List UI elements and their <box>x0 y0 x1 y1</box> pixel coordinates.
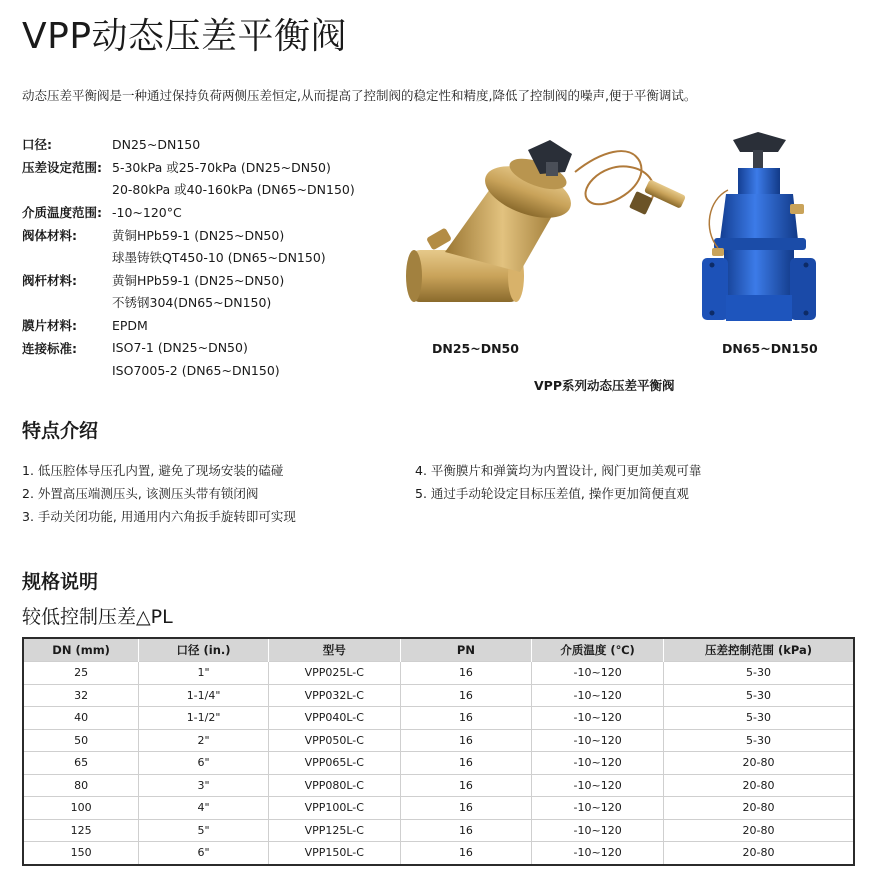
table-cell: -10~120 <box>532 729 664 752</box>
table-cell: -10~120 <box>532 819 664 842</box>
spec-label: 连接标准: <box>22 340 77 356</box>
table-cell: VPP100L-C <box>268 797 400 820</box>
features-heading: 特点介绍 <box>22 420 99 442</box>
features-right-list <box>415 459 701 505</box>
feature-item: 2. 外置高压端测压头, 该测压头带有锁闭阀 <box>22 486 259 501</box>
table-cell: 32 <box>23 684 139 707</box>
table-cell: VPP150L-C <box>268 842 400 865</box>
table-header-cell: 压差控制范围 (kPa) <box>663 638 854 662</box>
table-header-cell: PN <box>400 638 532 662</box>
table-row <box>23 752 854 775</box>
table-cell: 3" <box>139 774 269 797</box>
table-row <box>23 797 854 820</box>
table-cell: 40 <box>23 707 139 730</box>
table-header-row <box>23 638 854 662</box>
large-valve-caption: DN65~DN150 <box>722 341 818 356</box>
spec-value: 黄铜HPb59-1 (DN25~DN50) <box>112 227 285 243</box>
table-cell: -10~120 <box>532 797 664 820</box>
spec-row <box>22 223 355 246</box>
spec-value: EPDM <box>112 317 148 333</box>
spec-row <box>22 133 355 156</box>
table-cell: VPP032L-C <box>268 684 400 707</box>
table-cell: 150 <box>23 842 139 865</box>
spec-label: 口径: <box>22 137 52 153</box>
table-cell: 6" <box>139 842 269 865</box>
spec-row <box>22 156 355 179</box>
table-row <box>23 774 854 797</box>
spec-table <box>22 637 855 866</box>
table-cell: 6" <box>139 752 269 775</box>
table-cell: 20-80 <box>663 819 854 842</box>
brass-valve-image <box>400 132 700 322</box>
spec-value: -10~120°C <box>112 204 182 220</box>
table-cell: 100 <box>23 797 139 820</box>
feature-item: 3. 手动关闭功能, 用通用内六角扳手旋转即可实现 <box>22 509 296 524</box>
table-row <box>23 662 854 685</box>
table-cell: -10~120 <box>532 752 664 775</box>
table-cell: VPP050L-C <box>268 729 400 752</box>
table-cell: 5-30 <box>663 662 854 685</box>
spec-value: DN25~DN150 <box>112 136 201 152</box>
table-cell: 20-80 <box>663 797 854 820</box>
table-cell: 2" <box>139 729 269 752</box>
table-cell: -10~120 <box>532 684 664 707</box>
table-cell: 5-30 <box>663 684 854 707</box>
spec-value: ISO7-1 (DN25~DN50) <box>112 340 248 356</box>
table-row <box>23 707 854 730</box>
small-valve-caption: DN25~DN50 <box>432 341 519 356</box>
spec-list <box>22 133 355 382</box>
table-cell: 20-80 <box>663 752 854 775</box>
table-cell: VPP025L-C <box>268 662 400 685</box>
table-cell: 16 <box>400 729 532 752</box>
spec-heading: 规格说明 <box>22 571 99 593</box>
spec-row <box>22 178 355 201</box>
table-row <box>23 729 854 752</box>
photo-group-caption: VPP系列动态压差平衡阀 <box>534 378 675 393</box>
table-cell: -10~120 <box>532 842 664 865</box>
spec-label: 膜片材料: <box>22 318 77 334</box>
feature-item: 4. 平衡膜片和弹簧均为内置设计, 阀门更加美观可靠 <box>415 463 702 478</box>
table-cell: -10~120 <box>532 662 664 685</box>
spec-label: 阀杆材料: <box>22 272 77 288</box>
table-header-cell: DN (mm) <box>23 638 139 662</box>
table-cell: 20-80 <box>663 842 854 865</box>
table-cell: -10~120 <box>532 774 664 797</box>
table-cell: 25 <box>23 662 139 685</box>
spec-label: 阀体材料: <box>22 227 77 243</box>
spec-row <box>22 269 355 292</box>
table-cell: 5-30 <box>663 707 854 730</box>
spec-value: 20-80kPa 或40-160kPa (DN65~DN150) <box>112 182 355 198</box>
table-cell: 16 <box>400 662 532 685</box>
table-cell: 20-80 <box>663 774 854 797</box>
table-cell: VPP040L-C <box>268 707 400 730</box>
table-cell: 16 <box>400 797 532 820</box>
spec-value: 球墨铸铁QT450-10 (DN65~DN150) <box>112 250 326 266</box>
table-cell: -10~120 <box>532 707 664 730</box>
table-header-cell: 介质温度 (℃) <box>532 638 664 662</box>
table-cell: 4" <box>139 797 269 820</box>
table-cell: 16 <box>400 684 532 707</box>
table-cell: 65 <box>23 752 139 775</box>
table-row <box>23 819 854 842</box>
spec-value: 5-30kPa 或25-70kPa (DN25~DN50) <box>112 159 331 175</box>
table-cell: VPP080L-C <box>268 774 400 797</box>
features-left-list <box>22 459 296 528</box>
table-header-cell: 口径 (in.) <box>139 638 269 662</box>
spec-row <box>22 314 355 337</box>
table-heading: 较低控制压差△PL <box>22 606 173 628</box>
table-cell: 16 <box>400 752 532 775</box>
table-cell: 16 <box>400 842 532 865</box>
spec-value: 不锈钢304(DN65~DN150) <box>112 295 272 311</box>
spec-row <box>22 291 355 314</box>
page-title: VPP动态压差平衡阀 <box>22 16 348 57</box>
spec-value: ISO7005-2 (DN65~DN150) <box>112 362 280 378</box>
spec-row <box>22 246 355 269</box>
table-cell: 5" <box>139 819 269 842</box>
table-cell: 5-30 <box>663 729 854 752</box>
table-cell: 16 <box>400 774 532 797</box>
spec-label: 介质温度范围: <box>22 205 102 221</box>
table-cell: 1-1/4" <box>139 684 269 707</box>
table-row <box>23 842 854 865</box>
spec-row <box>22 201 355 224</box>
spec-row <box>22 359 355 382</box>
table-cell: 1-1/2" <box>139 707 269 730</box>
table-cell: 1" <box>139 662 269 685</box>
blue-valve-image <box>698 130 818 335</box>
table-cell: 125 <box>23 819 139 842</box>
table-cell: VPP125L-C <box>268 819 400 842</box>
table-cell: 50 <box>23 729 139 752</box>
table-cell: 16 <box>400 707 532 730</box>
spec-row <box>22 336 355 359</box>
table-cell: 16 <box>400 819 532 842</box>
feature-item: 1. 低压腔体导压孔内置, 避免了现场安装的磕碰 <box>22 463 284 478</box>
table-header-cell: 型号 <box>268 638 400 662</box>
table-row <box>23 684 854 707</box>
table-cell: 80 <box>23 774 139 797</box>
spec-value: 黄铜HPb59-1 (DN25~DN50) <box>112 272 285 288</box>
feature-item: 5. 通过手动轮设定目标压差值, 操作更加简便直观 <box>415 486 689 501</box>
table-cell: VPP065L-C <box>268 752 400 775</box>
intro-paragraph: 动态压差平衡阀是一种通过保持负荷两侧压差恒定,从而提高了控制阀的稳定性和精度,降低了控制阀的噪声,便于平衡调试。 <box>22 88 697 103</box>
spec-label: 压差设定范围: <box>22 159 102 175</box>
